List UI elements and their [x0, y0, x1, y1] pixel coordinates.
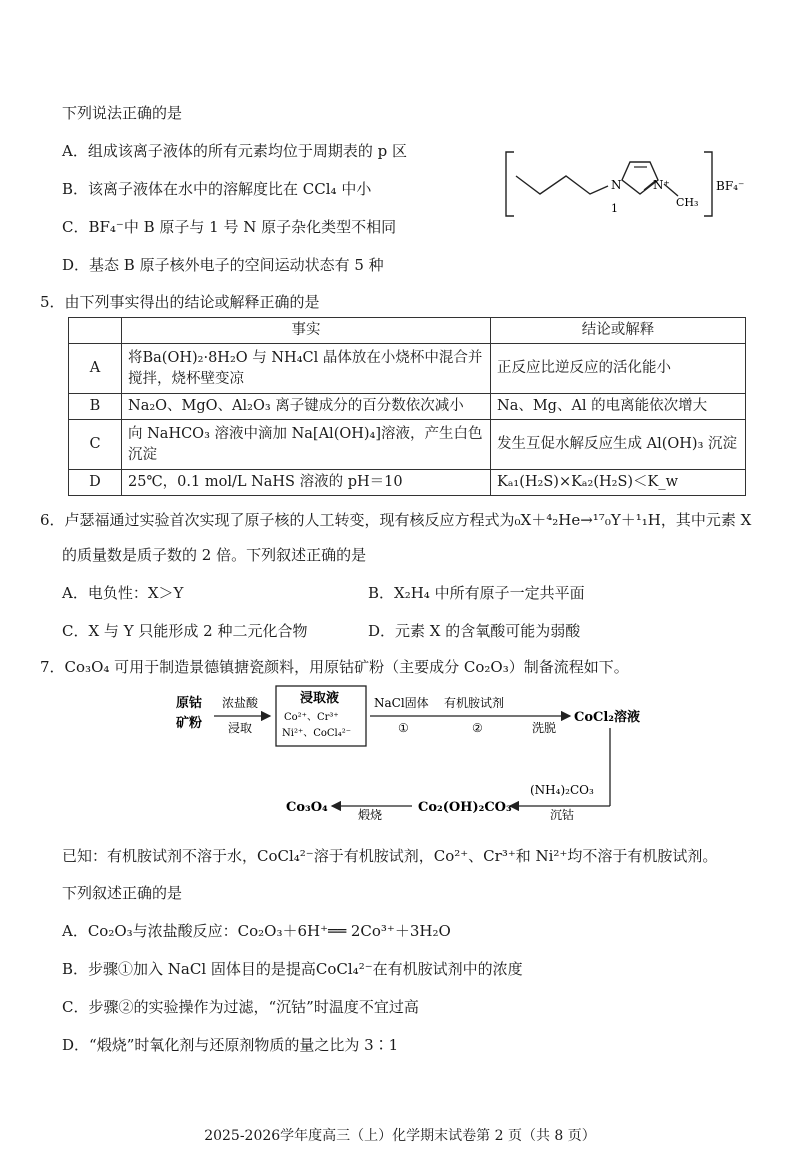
- q7-stem2: 下列叙述正确的是: [62, 884, 183, 902]
- q4-option-a: A．组成该离子液体的所有元素均位于周期表的 p 区: [62, 142, 407, 160]
- table-header-cell: 结论或解释: [491, 318, 746, 344]
- q6-option-d: D．元素 X 的含氧酸可能为弱酸: [368, 622, 581, 640]
- n1-atom: N: [611, 178, 622, 192]
- ionic-liquid-structure: [498, 140, 758, 230]
- flow-reagent-carbonate: (NH₄)₂CO₃: [530, 783, 594, 797]
- flow-step-leach: 浸取: [228, 721, 253, 735]
- flow-step-precipitate: 沉钴: [550, 808, 575, 820]
- table-header-cell: [69, 318, 122, 344]
- table-cell: 正反应比逆反应的活化能小: [491, 344, 746, 394]
- flow-step-wash: 洗脱: [532, 721, 557, 735]
- table-header-cell: 事实: [122, 318, 491, 344]
- q4-option-b: B．该离子液体在水中的溶解度比在 CCl₄ 中小: [62, 180, 372, 198]
- methyl-group: CH₃: [676, 196, 699, 209]
- table-cell: 向 NaHCO₃ 溶液中滴加 Na[Al(OH)₄]溶液，产生白色沉淀: [122, 420, 491, 470]
- flow-step-2: ②: [472, 721, 483, 735]
- q6-option-c: C．X 与 Y 只能形成 2 种二元化合物: [62, 622, 308, 640]
- q6-stem-line1: 6．卢瑟福通过实验首次实现了原子核的人工转变，现有核反应方程式为₀X＋⁴₂He→¹⁷₀Y＋¹₁H，其中元素 X: [40, 511, 752, 529]
- q7-option-d: D．“煅烧”时氧化剂与还原剂物质的量之比为 3∶1: [62, 1036, 399, 1054]
- table-cell: Na₂O、MgO、Al₂O₃ 离子键成分的百分数依次减小: [122, 394, 491, 420]
- table-cell: 发生互促水解反应生成 Al(OH)₃ 沉淀: [491, 420, 746, 470]
- q7-option-b: B．步骤①加入 NaCl 固体目的是提高CoCl₄²⁻在有机胺试剂中的浓度: [62, 960, 523, 978]
- flow-leachate-ions-2: Ni²⁺、CoCl₄²⁻: [282, 728, 352, 739]
- flow-product-co2oh2co3: Co₂(OH)₂CO₃: [418, 800, 512, 815]
- table-cell: A: [69, 344, 122, 394]
- q7-option-a: A．Co₂O₃与浓盐酸反应：Co₂O₃＋6H⁺══ 2Co³⁺＋3H₂O: [62, 922, 451, 940]
- q4-option-c: C．BF₄⁻中 B 原子与 1 号 N 原子杂化类型不相同: [62, 218, 397, 236]
- anion-label: BF₄⁻: [716, 179, 745, 193]
- flow-step-1: ①: [398, 721, 409, 735]
- flow-product-cocl2: CoCl₂溶液: [574, 710, 640, 725]
- page-footer: 2025-2026学年度高三（上）化学期末试卷第 2 页（共 8 页）: [204, 1128, 596, 1144]
- flow-raw-material-1: 原钴: [176, 696, 203, 711]
- q6-option-a: A．电负性：X＞Y: [62, 584, 184, 602]
- table-row: [69, 470, 746, 496]
- table-cell: B: [69, 394, 122, 420]
- flow-leachate-ions-1: Co²⁺、Cr³⁺: [284, 712, 339, 723]
- table-cell: 25℃，0.1 mol/L NaHS 溶液的 pH＝10: [122, 470, 491, 496]
- process-flow-diagram: [160, 680, 650, 820]
- table-row: [69, 420, 746, 470]
- table-cell: Na、Mg、Al 的电离能依次增大: [491, 394, 746, 420]
- q7-option-c: C．步骤②的实验操作为过滤，“沉钴”时温度不宜过高: [62, 998, 419, 1016]
- q5-stem: 5．由下列事实得出的结论或解释正确的是: [40, 293, 320, 311]
- table-row: [69, 344, 746, 394]
- flow-reagent-hcl: 浓盐酸: [222, 696, 259, 710]
- table-row: [69, 394, 746, 420]
- q4-stem: 下列说法正确的是: [62, 104, 183, 122]
- q6-stem-line2: 的质量数是质子数的 2 倍。下列叙述正确的是: [62, 546, 367, 564]
- table-cell: 将Ba(OH)₂·8H₂O 与 NH₄Cl 晶体放在小烧杯中混合并搅拌，烧杯壁变凉: [122, 344, 491, 394]
- table-cell: D: [69, 470, 122, 496]
- flow-leachate-title: 浸取液: [300, 691, 340, 706]
- table-header-row: [69, 318, 746, 344]
- table-cell: Kₐ₁(H₂S)×Kₐ₂(H₂S)＜K_w: [491, 470, 746, 496]
- q6-option-b: B．X₂H₄ 中所有原子一定共平面: [368, 584, 585, 602]
- flow-step-calcine: 煅烧: [358, 808, 383, 820]
- q7-stem: 7．Co₃O₄ 可用于制造景德镇搪瓷颜料，用原钴矿粉（主要成分 Co₂O₃）制备流程如下。: [40, 658, 629, 676]
- flow-reagent-amine: 有机胺试剂: [444, 696, 505, 710]
- q7-known: 已知：有机胺试剂不溶于水，CoCl₄²⁻溶于有机胺试剂，Co²⁺、Cr³⁺和 Ni²⁺均不溶于有机胺试剂。: [62, 847, 718, 865]
- flow-raw-material-2: 矿粉: [176, 716, 203, 731]
- table-cell: C: [69, 420, 122, 470]
- flow-reagent-nacl: NaCl固体: [374, 696, 429, 710]
- flow-product-co3o4: Co₃O₄: [286, 800, 328, 815]
- n1-label: 1: [611, 202, 618, 215]
- q4-option-d: D．基态 B 原子核外电子的空间运动状态有 5 种: [62, 256, 384, 274]
- facts-table: [68, 317, 746, 496]
- n-plus-atom: N⁺: [653, 178, 670, 192]
